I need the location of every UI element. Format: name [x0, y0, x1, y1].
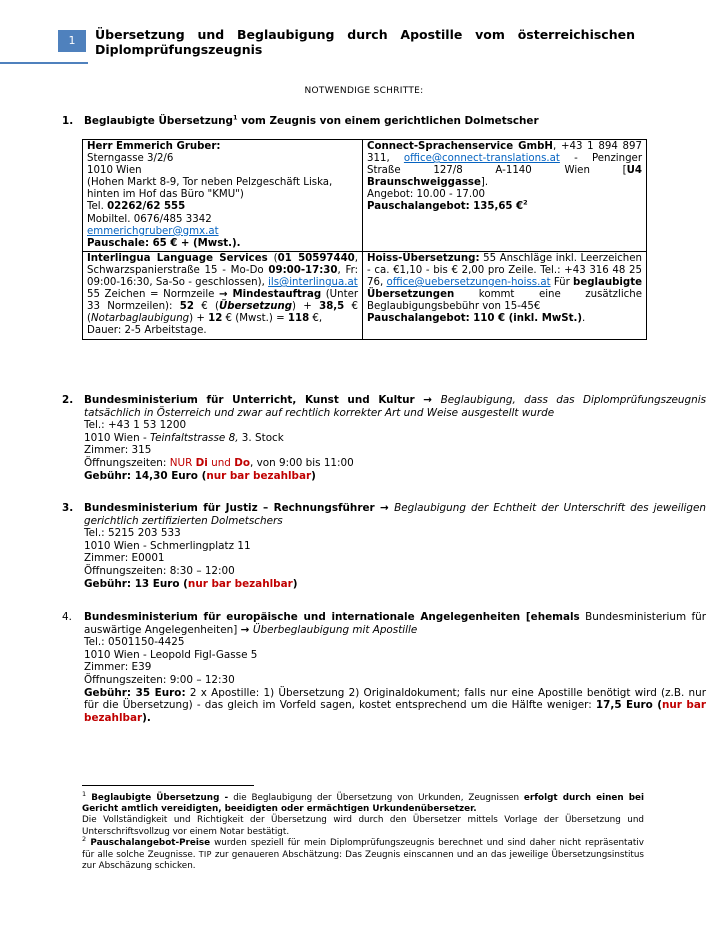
fee [84, 687, 706, 725]
room: Zimmer: E39 [84, 661, 152, 674]
text: , von 9:00 bis 11:00 [249, 456, 354, 469]
price-text: Pauschalangebot: 135,65 € [367, 201, 524, 213]
text: , Schwarzspanierstraße 15 - Mo-Do [87, 252, 359, 276]
fee [84, 578, 706, 591]
gruber-mobile: Mobiltel. 0676/485 3342 [87, 213, 212, 225]
header-rule [0, 62, 88, 64]
document-title-line1: Übersetzung und Beglaubigung durch Apostille vom österreichischen [95, 27, 635, 42]
step-4-body [84, 611, 706, 724]
footnote-2 [82, 834, 644, 873]
text: 1010 Wien - [84, 431, 151, 444]
interlingua-email-link[interactable]: ils@interlingua.at [268, 277, 358, 289]
step-number: 1. [62, 115, 74, 127]
text: beglaubigte Übersetzungen [367, 277, 643, 301]
text: erfolgt durch einen bei Gericht amtlich vereidigten, beeidigten oder ermächtigen Urkundenübersetzer. [82, 793, 644, 815]
footnote-1 [82, 790, 644, 838]
arrow-right-icon: → [374, 502, 395, 514]
footnotes [82, 790, 644, 872]
text: € ( [87, 301, 359, 325]
connect-email-link[interactable]: office@connect-translations.at [403, 153, 560, 165]
connect-name: Connect-Sprachenservice GmbH [367, 141, 553, 152]
address: 1010 Wien - Schmerlingplatz 11 [84, 539, 251, 552]
step-number: 3. [62, 502, 74, 514]
price-value: 12 [208, 313, 223, 325]
opening-hours: Öffnungszeiten: 9:00 – 12:30 [84, 673, 235, 686]
interlingua-phone: 01 50597440 [277, 252, 355, 264]
interlingua-duration: Dauer: 2-5 Arbeitstage. [87, 325, 207, 337]
interlingua-name: Interlingua Language Services [87, 252, 268, 264]
document-title-line2: Diplomprüfungszeugnis [95, 42, 263, 57]
step-number: 2. [62, 394, 74, 406]
opening-hours: Öffnungszeiten: 8:30 – 12:00 [84, 564, 235, 577]
step-2-body [84, 394, 706, 482]
tel: Tel.: +43 1 53 1200 [84, 419, 187, 432]
footnote-label: Pauschalangebot-Preise [86, 837, 211, 848]
step-4-heading [84, 611, 706, 636]
text: € ( [193, 301, 219, 313]
tel-label: Tel. [87, 201, 108, 213]
address: 1010 Wien - Leopold Figl-Gasse 5 [84, 648, 258, 661]
text: ). [142, 711, 151, 724]
footnote-number: 2 [82, 834, 87, 843]
text: 2 x Apostille: 1) Übersetzung 2) Originaldokument; falls nur eine Apostille benötigt wird (z.B. nur für die Übersetzung) - das gleich im Vorfeld sagen, kostet entsprechend um die Hälfte weniger: [84, 686, 706, 712]
text: 17,5 Euro ( [595, 699, 663, 712]
text: 55 Zeichen = Normzeile [87, 289, 220, 301]
fee-label: Gebühr: 35 Euro: [84, 686, 186, 699]
fee [84, 470, 706, 483]
footnote-ref[interactable]: 2 [523, 199, 528, 208]
cash-only-note: nur bar bezahlbar [84, 699, 706, 724]
text: zur genaueren Abschätzung: Das Zeugnis einscannen und an das jeweilige Übersetzungsinstitus zur Abschäzung schicken. [82, 850, 644, 872]
text: € (Mwst.) = [222, 313, 288, 325]
text: Übersetzung [218, 301, 293, 313]
arrow-right-icon: → [414, 394, 441, 406]
text: die Beglaubigung der Übersetzung von Urkunden, Zeugnissen [233, 793, 524, 803]
footnote-rule [82, 785, 254, 786]
subtitle: NOTWENDIGE SCHRITTE: [304, 86, 424, 96]
hoiss-price-line [367, 313, 642, 325]
text: Do [234, 456, 250, 469]
room: Zimmer: E0001 [84, 552, 165, 565]
footnote-ref[interactable]: 1 [232, 113, 238, 122]
step-description: Beglaubigung der Echtheit der Unterschrift des jeweiligen gerichtlich zertifizierten Dolmetschers [84, 502, 707, 527]
heading-text: vom Zeugnis von einem gerichtlichen Dolmetscher [237, 115, 539, 127]
connect-address-end: ]. [480, 177, 489, 189]
text: ) + [189, 313, 209, 325]
interlingua-hours: 09:00-17:30 [268, 264, 338, 276]
text: und [211, 456, 231, 469]
arrow-right-icon: → [219, 289, 228, 301]
text: wurden speziell für mein Diplomprüfungszeugnis berechnet und sind daher nicht repräsentativ für alle solche Zeugnisse. [82, 837, 644, 861]
cell-connect [363, 140, 647, 252]
price-total: 118 [287, 313, 310, 325]
text: Gebühr: 13 Euro ( [84, 577, 188, 590]
cell-interlingua [83, 251, 363, 339]
text: Öffnungszeiten: [84, 456, 170, 469]
price-value: 38,5 [319, 301, 345, 313]
step-description: Beglaubigung, dass das Diplomprüfungszeugnis tatsächlich in Österreich und zwar auf rechtlich korrekter Art und Weise ausgestellt wurde [84, 394, 706, 419]
gruber-email-link[interactable]: emmerichgruber@gmx.at [87, 225, 219, 237]
text: 3. Stock [238, 431, 284, 444]
min-order-label: Mindestauftrag [227, 289, 322, 301]
hoiss-name: Hoiss-Übersetzung: [367, 252, 480, 264]
translators-table [82, 139, 647, 340]
connect-tel: , +43 1 894 897 311, [367, 141, 643, 165]
text: ) [311, 469, 316, 482]
gruber-name: Herr Emmerich Gruber: [87, 141, 221, 152]
cash-only-note: nur bar bezahlbar [187, 577, 293, 590]
heading-text: Beglaubigte Übersetzung [84, 115, 233, 127]
text: Gebühr: 14,30 Euro ( [84, 469, 207, 482]
heading-text: Bundesministerium für europäische und internationale Angelegenheiten [ehemals [84, 611, 580, 623]
page-number-badge: 1 [58, 30, 86, 52]
text: €, [309, 313, 323, 325]
gruber-price: Pauschale: 65 € + (Mwst.). [87, 237, 241, 249]
step-1-heading [84, 115, 706, 128]
text: Die Vollständigkeit und Richtigkeit der Übersetzung wird durch den Übersetzer mittels Vorlage der Übersetzung und Unterschriftsvollzug vor einem Notar bestätigt. [82, 815, 644, 837]
text: Teinfaltstrasse 8, [150, 431, 239, 444]
footnote-number: 1 [82, 790, 87, 799]
text: ) + [292, 301, 320, 313]
interlingua-pricing [87, 289, 358, 325]
gruber-city: 1010 Wien [87, 165, 142, 177]
cell-hoiss [363, 251, 647, 339]
text: (Unter 33 Normzeilen): [87, 289, 359, 313]
text: Di [195, 456, 208, 469]
connect-offer: Angebot: 10.00 - 17.00 [367, 189, 486, 201]
tip-label: TIP [198, 850, 212, 860]
tel: Tel.: 0501150-4425 [84, 636, 185, 649]
cash-only-note: nur bar bezahlbar [206, 469, 312, 482]
text: Notarbaglaubigung [90, 313, 190, 325]
connect-address: - Penzinger Straße 127/8 A-1140 Wien [ [367, 153, 643, 177]
heading-text: Bundesministerium für Justiz – Rechnungsführer [84, 502, 375, 514]
text: 55 Anschläge inkl. Leerzeichen - ca. €1,10 - bis € 2,00 pro Zeile. Tel.: +43 316 48 25 76, [367, 252, 642, 289]
text: , Fr: 09:00-16:30, Sa-So - geschlossen), [87, 264, 359, 289]
text: NUR [169, 456, 193, 469]
text: . [582, 313, 586, 325]
step-3-heading [84, 502, 706, 527]
heading-text: Bundesministerium für auswärtige Angelegenheiten] [84, 611, 706, 636]
text: ( [267, 252, 278, 264]
heading-text: Bundesministerium für Unterricht, Kunst und Kultur [84, 394, 415, 406]
text: ) [292, 577, 298, 590]
gruber-tel-line [87, 201, 358, 213]
gruber-street: Sterngasse 3/2/6 [87, 153, 174, 165]
room: Zimmer: 315 [84, 444, 152, 457]
gruber-tel: 02262/62 555 [107, 201, 186, 213]
hoiss-price: Pauschalangebot: 110 € (inkl. MwSt.) [367, 313, 582, 325]
step-description: Überbeglaubigung mit Apostille [252, 623, 418, 636]
step-3-body [84, 502, 706, 590]
price-value: 52 [179, 301, 194, 313]
step-2-heading [84, 394, 706, 419]
text: Für [550, 277, 574, 289]
cell-gruber [83, 140, 363, 252]
opening-hours [84, 457, 706, 470]
connect-price [367, 201, 642, 213]
connect-subway: U4 Braunschweiggasse [367, 165, 642, 189]
tel: Tel.: 5215 203 533 [84, 527, 181, 540]
footnote-label: Beglaubigte Übersetzung - [86, 793, 234, 803]
address [84, 432, 706, 445]
text: kommt eine zusätzliche Beglaubigungsbebühr von 15-45€ [367, 289, 642, 313]
step-number: 4. [62, 611, 72, 623]
hoiss-email-link[interactable]: office@uebersetzungen-hoiss.at [386, 277, 551, 289]
gruber-note: (Hohen Markt 8-9, Tor neben Pelzgeschäft Liska, hinten im Hof das Büro "KMU") [87, 177, 333, 201]
arrow-right-icon: → [240, 623, 253, 636]
